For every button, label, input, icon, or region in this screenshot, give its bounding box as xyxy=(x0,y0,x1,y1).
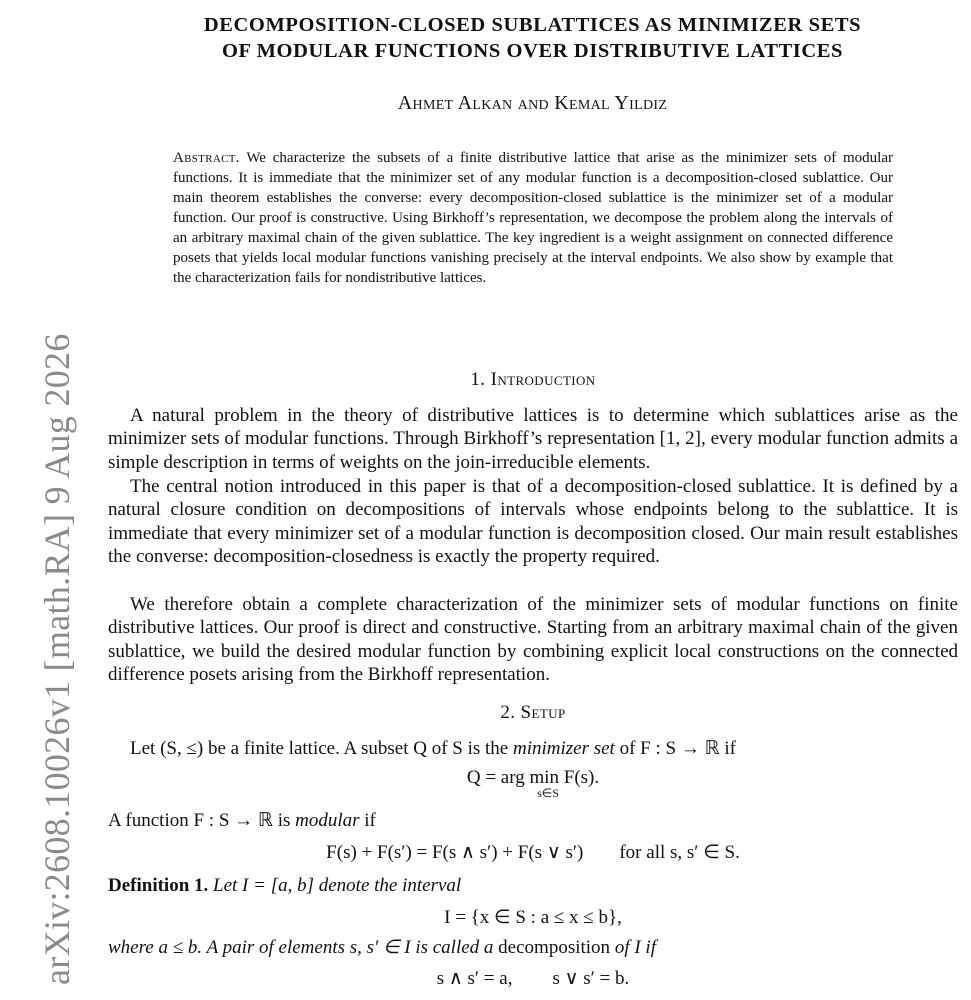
setup-line2-part-a: A function F : S → ℝ is xyxy=(108,810,296,831)
paper-authors: Ahmet Alkan and Kemal Yildiz xyxy=(397,92,668,114)
definition-1-label: Definition 1. xyxy=(108,875,209,896)
equation-argmin xyxy=(108,767,958,800)
definition-1-decomposition-line xyxy=(108,936,958,959)
modular-term: modular xyxy=(295,810,360,831)
arxiv-identifier-stamp: arXiv:2608.10026v1 [math.RA] 9 Aug 2026 xyxy=(37,333,77,985)
setup-line1-part-a: Let (S, ≤) be a finite lattice. A subset Q of S is the xyxy=(130,738,513,759)
abstract-text: We characterize the subsets of a finite distributive lattice that arise as the minimizer sets of modular functions. It is immediate that the minimizer set of any modular function is a decomposition-closed sublattice. Our main theorem establishes the converse: every decomposition-closed sublattice is the minimizer set of a modular function. Our proof is constructive. Using Birkhoff’s representation, we decompose the problem along the intervals of an arbitrary maximal chain of the given sublattice. The key ingredient is a weight assignment on connected difference posets that yields local modular functions vanishing precisely at the interval endpoints. We also show by example that the characterization fails for nondistributive lattices. xyxy=(173,150,893,286)
abstract xyxy=(173,148,893,288)
equation-decomposition xyxy=(108,967,958,990)
section-heading-introduction: 1. Introduction xyxy=(470,369,596,390)
intro-paragraph-2: The central notion introduced in this paper is that of a decomposition-closed sublattice. It is defined by a natural closure condition on decompositions of intervals whose endpoints belong to the sublattice. It is immediate that every minimizer set of a modular function is decomposition closed. Our main result establishes the converse: decomposition-closedness is exactly the property required. xyxy=(108,476,958,568)
minimizer-set-term: minimizer set xyxy=(512,738,615,759)
intro-paragraph-1: A natural problem in the theory of distributive lattices is to determine which sublattices arise as the minimizer sets of modular functions. Through Birkhoff’s representation [1, 2], every modular function admits a simple description in terms of weights on the join-irreducible elements. xyxy=(108,405,958,473)
equation-modularity xyxy=(108,841,958,864)
setup-minimizer-definition-line xyxy=(130,737,971,760)
definition-1-line xyxy=(108,874,958,897)
paper-title-line-1: DECOMPOSITION-CLOSED SUBLATTICES AS MINIMIZER SETS xyxy=(203,14,862,36)
paper-title-line-2: OF MODULAR FUNCTIONS OVER DISTRIBUTIVE LATTICES xyxy=(221,40,844,62)
eq4-join: s ∨ s′ = b. xyxy=(552,968,630,989)
def-line2-part-a: where a ≤ b. A pair of elements s, s′ ∈ I is called a xyxy=(108,937,499,958)
abstract-label: Abstract. xyxy=(173,150,240,166)
eq4-meet: s ∧ s′ = a, xyxy=(436,968,513,989)
def-line2-part-b: of I if xyxy=(610,937,656,958)
eq1-rhs: F(s). xyxy=(559,767,600,788)
definition-1-text: Let I = [a, b] denote the interval xyxy=(208,875,462,896)
setup-modular-definition-line xyxy=(108,809,958,832)
setup-line2-part-b: if xyxy=(359,810,376,831)
equation-interval: I = {x ∈ S : a ≤ x ≤ b}, xyxy=(444,907,622,928)
intro-paragraph-3: We therefore obtain a complete characterization of the minimizer sets of modular functions on finite distributive lattices. Our proof is direct and constructive. Starting from an arbitrary maximal chain of the given sublattice, we build the desired modular function by combining explicit local constructions on the connected difference posets arising from the Birkhoff representation. xyxy=(108,594,958,686)
section-heading-setup: 2. Setup xyxy=(500,702,566,723)
decomposition-term: decomposition xyxy=(498,937,611,958)
setup-line1-part-b: of F : S → ℝ if xyxy=(614,738,736,759)
eq2-forall: for all s, s′ ∈ S. xyxy=(619,842,740,863)
eq2-body: F(s) + F(s′) = F(s ∧ s′) + F(s ∨ s′) xyxy=(326,842,584,863)
eq1-lhs: Q = arg min xyxy=(466,767,560,788)
eq1-subscript: s∈S xyxy=(537,786,559,800)
